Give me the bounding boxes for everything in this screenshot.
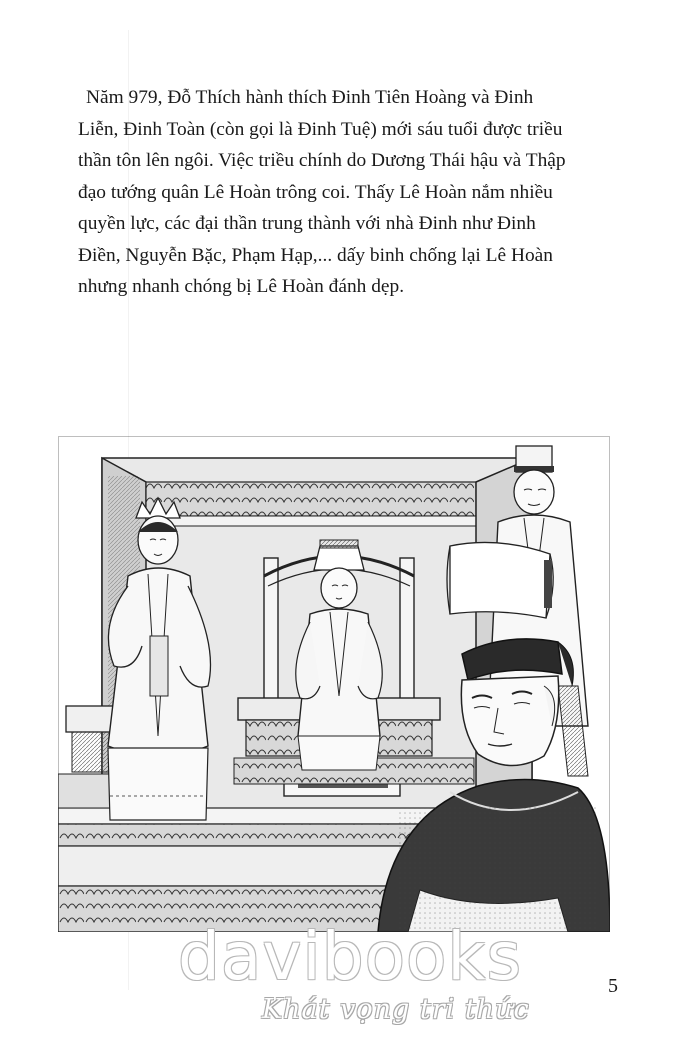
court-illustration: [58, 436, 610, 932]
paragraph-line-2: Liễn, Đinh Toàn (còn gọi là Đinh Tuệ) mới sáu tuổi được triều: [78, 118, 563, 140]
paragraph-line-3: thần tôn lên ngôi. Việc triều chính do Dương Thái hậu và Thập: [78, 150, 566, 171]
page-number: 5: [608, 975, 618, 997]
paragraph-line-4: đạo tướng quân Lê Hoàn trông coi. Thấy Lê Hoàn nắm nhiều: [78, 181, 553, 203]
royal-court-scene-icon: [58, 436, 610, 932]
paragraph-line-5: quyền lực, các đại thần trung thành với nhà Đinh như Đinh: [78, 213, 536, 234]
body-paragraph: [78, 82, 616, 303]
paragraph-line-6: Điền, Nguyễn Bặc, Phạm Hạp,... dấy binh chống lại Lê Hoàn: [78, 244, 553, 266]
watermark-tagline: Khát vọng tri thức: [262, 994, 530, 1025]
paragraph-line-7: nhưng nhanh chóng bị Lê Hoàn đánh dẹp.: [78, 276, 405, 297]
paragraph-line-1: Năm 979, Đỗ Thích hành thích Đinh Tiên Hoàng và Đinh: [86, 87, 534, 108]
watermark-brand: davibooks: [178, 918, 522, 995]
